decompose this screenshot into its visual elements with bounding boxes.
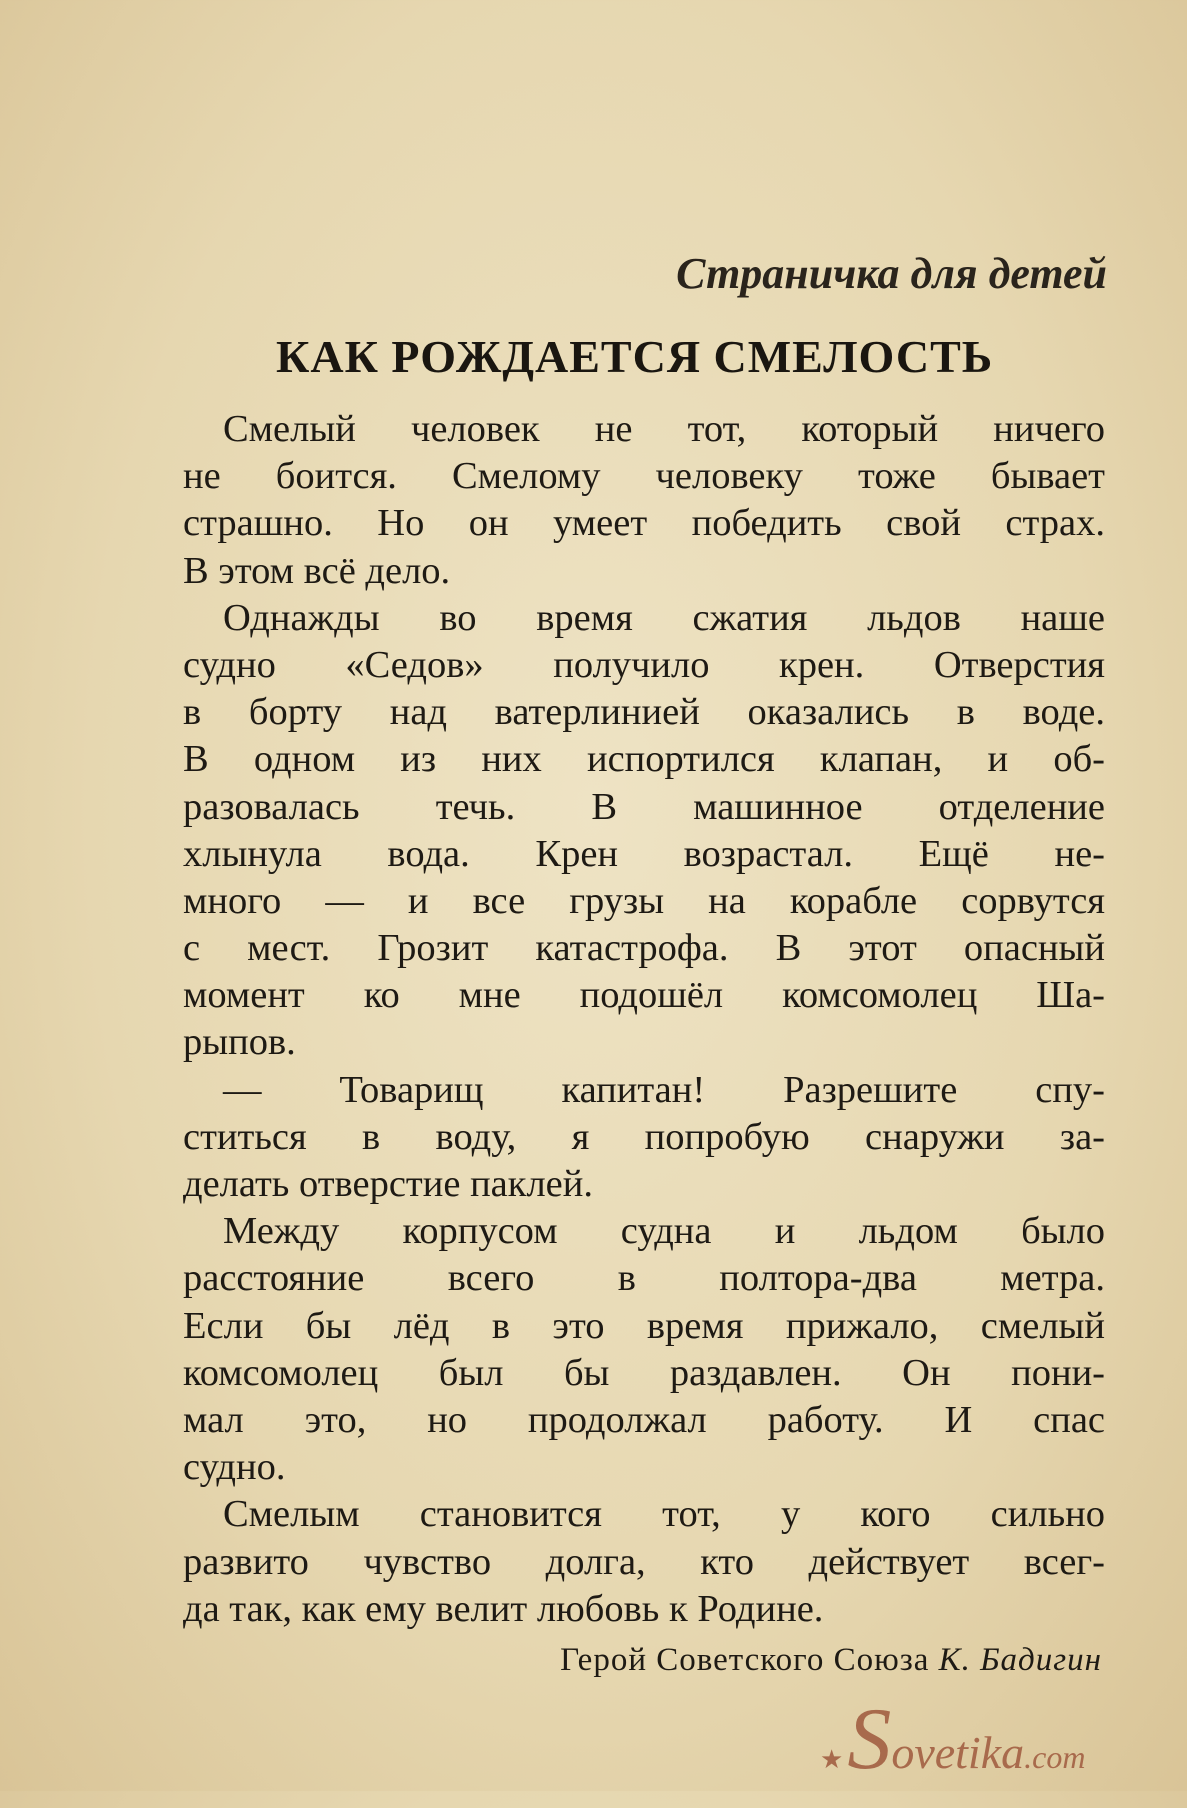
text-line: развито чувство долга, кто действует всег- [183,1540,1105,1583]
text-line: в борту над ватерлинией оказались в воде. [183,691,1105,734]
text-line: Смелым становится тот, у кого сильно [223,1493,1105,1536]
text-line: не боится. Смелому человеку тоже бывает [183,455,1105,498]
signature-rank: Герой Советского Союза [560,1642,930,1678]
text-line: судно. [183,1446,286,1489]
text-line: ститься в воду, я попробую снаружи за- [183,1115,1105,1158]
text-line: разовалась течь. В машинное отделение [183,785,1105,828]
text-line: да так, как ему велит любовь к Родине. [183,1587,824,1630]
text-line: Смелый человек не тот, который ничего [223,408,1105,450]
text-line: комсомолец был бы раздавлен. Он пони- [183,1351,1105,1394]
watermark-domain: .com [1024,1739,1086,1775]
text-line: страшно. Но он умеет победить свой страх. [183,502,1105,545]
text-line: — Товарищ капитан! Разрешите спу- [223,1068,1105,1111]
text-line: Если бы лёд в это время прижало, смелый [183,1304,1105,1347]
text-line: много — и все грузы на корабле сорвутся [183,879,1105,922]
signature-name: К. Бадигин [938,1642,1102,1678]
article-title: КАК РОЖДАЕТСЯ СМЕЛОСТЬ [276,331,994,382]
sovetika-watermark-logo [820,1692,1085,1788]
section-rubric: Страничка для детей [676,249,1107,298]
text-line: с мест. Грозит катастрофа. В этот опасный [183,927,1105,970]
watermark-text: ovetika [891,1727,1025,1778]
text-line: момент ко мне подошёл комсомолец Ша- [183,974,1105,1017]
text-line: Однажды во время сжатия льдов наше [223,596,1105,639]
watermark-letter: S [847,1691,892,1788]
text-line: мал это, но продолжал работу. И спас [183,1398,1105,1441]
text-line: Между корпусом судна и льдом было [223,1210,1105,1253]
article-body [183,406,1105,1633]
signature [560,1640,1102,1680]
text-line: рыпов. [183,1021,296,1064]
text-line: расстояние всего в полтора-два метра. [183,1257,1105,1300]
text-line: хлынула вода. Крен возрастал. Ещё не- [183,832,1105,875]
text-line: В одном из них испортился клапан, и об- [183,738,1105,781]
text-line: судно «Седов» получило крен. Отверстия [183,643,1105,686]
star-icon: ★ [820,1745,844,1774]
text-line: В этом всё дело. [183,549,451,592]
text-line: делать отверстие паклей. [183,1163,594,1205]
